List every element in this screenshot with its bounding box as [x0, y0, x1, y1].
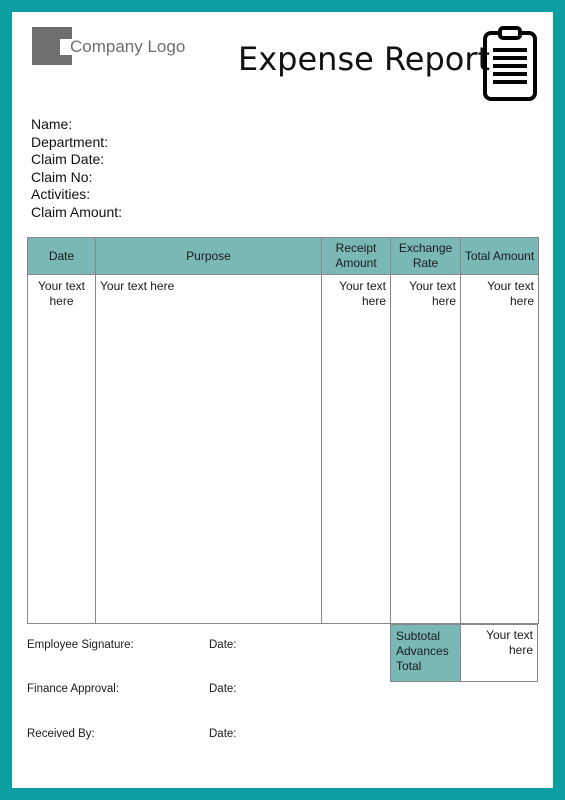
col-header-date: Date [28, 238, 96, 275]
col-header-exchange-rate: Exchange Rate [391, 238, 461, 275]
company-logo-text: Company Logo [70, 37, 186, 56]
cell-total-amount[interactable]: Your text here [461, 275, 539, 624]
claim-no-field-label: Claim No: [31, 168, 93, 185]
name-field-label: Name: [31, 116, 73, 132]
received-by-date-label: Date: [209, 728, 237, 740]
received-by-label: Received By: [27, 728, 95, 740]
page-title: Expense Report [238, 40, 491, 78]
expense-table [27, 237, 539, 624]
col-header-purpose: Purpose [96, 238, 322, 275]
department-field-label: Department: [31, 133, 109, 150]
totals-value[interactable]: Your text here [461, 625, 538, 682]
employee-signature-label: Employee Signature: [27, 639, 134, 651]
finance-approval-date-label: Date: [209, 683, 237, 695]
claim-fields [31, 116, 122, 222]
claim-date-field-label: Claim Date: [31, 151, 105, 168]
cell-receipt-amount[interactable]: Your text here [322, 275, 391, 624]
col-header-receipt-amount: Receipt Amount [322, 238, 391, 275]
cell-purpose[interactable]: Your text here [96, 275, 322, 624]
finance-approval-label: Finance Approval: [27, 683, 120, 695]
cell-date[interactable]: Your text here [28, 275, 96, 624]
totals-labels: Subtotal Advances Total [391, 625, 461, 682]
logo-mark-icon [32, 27, 72, 65]
totals-box [390, 624, 538, 682]
employee-signature-date-label: Date: [209, 639, 237, 651]
col-header-total-amount: Total Amount [461, 238, 539, 275]
cell-exchange-rate[interactable]: Your text here [391, 275, 461, 624]
table-row [28, 275, 539, 624]
claim-amount-field-label: Claim Amount: [31, 203, 123, 220]
clipboard-icon [482, 26, 538, 102]
activities-field-label: Activities: [31, 186, 91, 203]
